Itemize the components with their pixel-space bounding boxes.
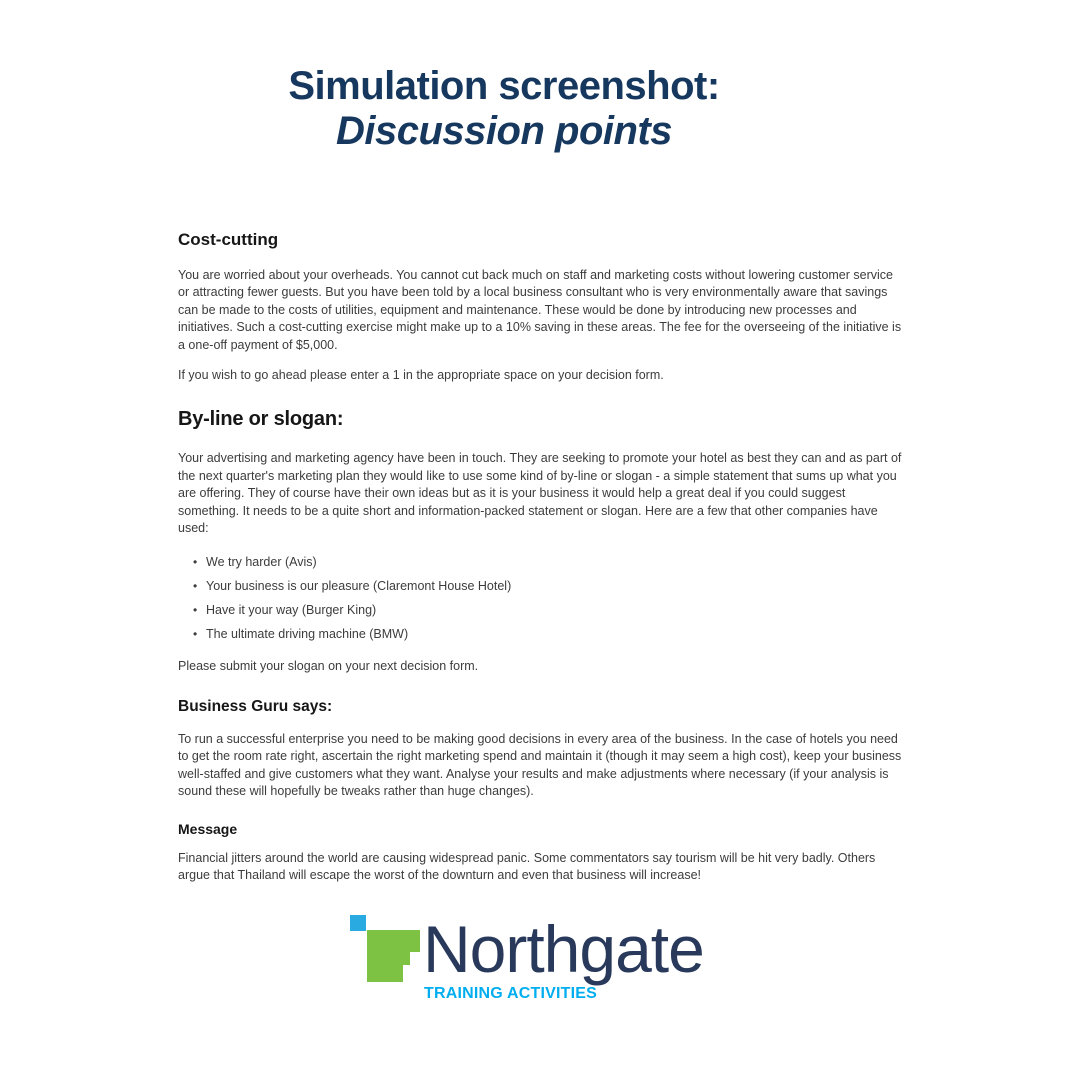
logo-mark-icon xyxy=(349,908,425,990)
title-line-2: Discussion points xyxy=(336,109,672,153)
heading-message: Message xyxy=(178,820,238,837)
paragraph-submit-slogan: Please submit your slogan on your next decision form. xyxy=(178,659,479,674)
document-body xyxy=(178,230,905,897)
paragraph-cost-cutting-instruction: If you wish to go ahead please enter a 1 in the appropriate space on your decision form. xyxy=(178,368,664,383)
paragraph-business-guru: To run a successful enterprise you need to be making good decisions in every area of the business. In the case of hotels you need to get the room rate right, ascertain the right marketing spend and maintain it (though it may seem a high cost), keep your business well-staffed and give customers what they want. Analyse your results and make adjustments where necessary (if your analysis is sound these will hopefully be tweaks rather than huge changes). xyxy=(178,731,902,799)
heading-cost-cutting: Cost-cutting xyxy=(178,230,279,249)
heading-byline-or-slogan: By-line or slogan: xyxy=(178,408,344,431)
list-item-slogan-avis: • We try harder (Avis) xyxy=(206,554,905,571)
logo-mark-blue-square xyxy=(350,915,366,931)
list-item-slogan-bmw: • The ultimate driving machine (BMW) xyxy=(206,626,905,643)
logo-wordmark: Northgate xyxy=(423,912,704,986)
logo-tagline: TRAINING ACTIVITIES xyxy=(424,985,597,1002)
list-item-slogan-burger-king: • Have it your way (Burger King) xyxy=(206,602,905,619)
slogan-example-list xyxy=(178,554,905,643)
paragraph-byline-intro: Your advertising and marketing agency have been in touch. They are seeking to promote your hotel as best they can and as part of the next quarter's marketing plan they would like to use some kind of by-line or slogan - a simple statement that sums up what you are offering. They of course have their own ideas but as it is your business it would help a great deal if you could suggest something. It needs to be a quite short and information-packed statement or slogan. Here are a few that other companies have used: xyxy=(178,451,902,536)
page-title xyxy=(0,64,1008,154)
logo-mark-green-square xyxy=(367,930,420,982)
list-item-slogan-claremont: • Your business is our pleasure (Claremont House Hotel) xyxy=(206,578,905,595)
heading-business-guru: Business Guru says: xyxy=(178,697,333,715)
paragraph-cost-cutting: You are worried about your overheads. You cannot cut back much on staff and marketing costs without lowering customer service or attracting fewer guests. But you have been told by a local business consultant who is very environmentally aware that savings can be made to the costs of utilities, equipment and maintenance. These would be done by introducing new processes and initiatives. Such a cost-cutting exercise might make up to a 10% saving in these areas. The fee for the overseeing of the initiative is a one-off payment of $5,000. xyxy=(178,268,902,352)
northgate-logo xyxy=(349,908,749,1008)
title-line-1: Simulation screenshot: xyxy=(288,64,720,108)
paragraph-message: Financial jitters around the world are causing widespread panic. Some commentators say tourism will be hit very badly. Others argue that Thailand will escape the worst of the downturn and even that business will increase! xyxy=(178,850,876,882)
